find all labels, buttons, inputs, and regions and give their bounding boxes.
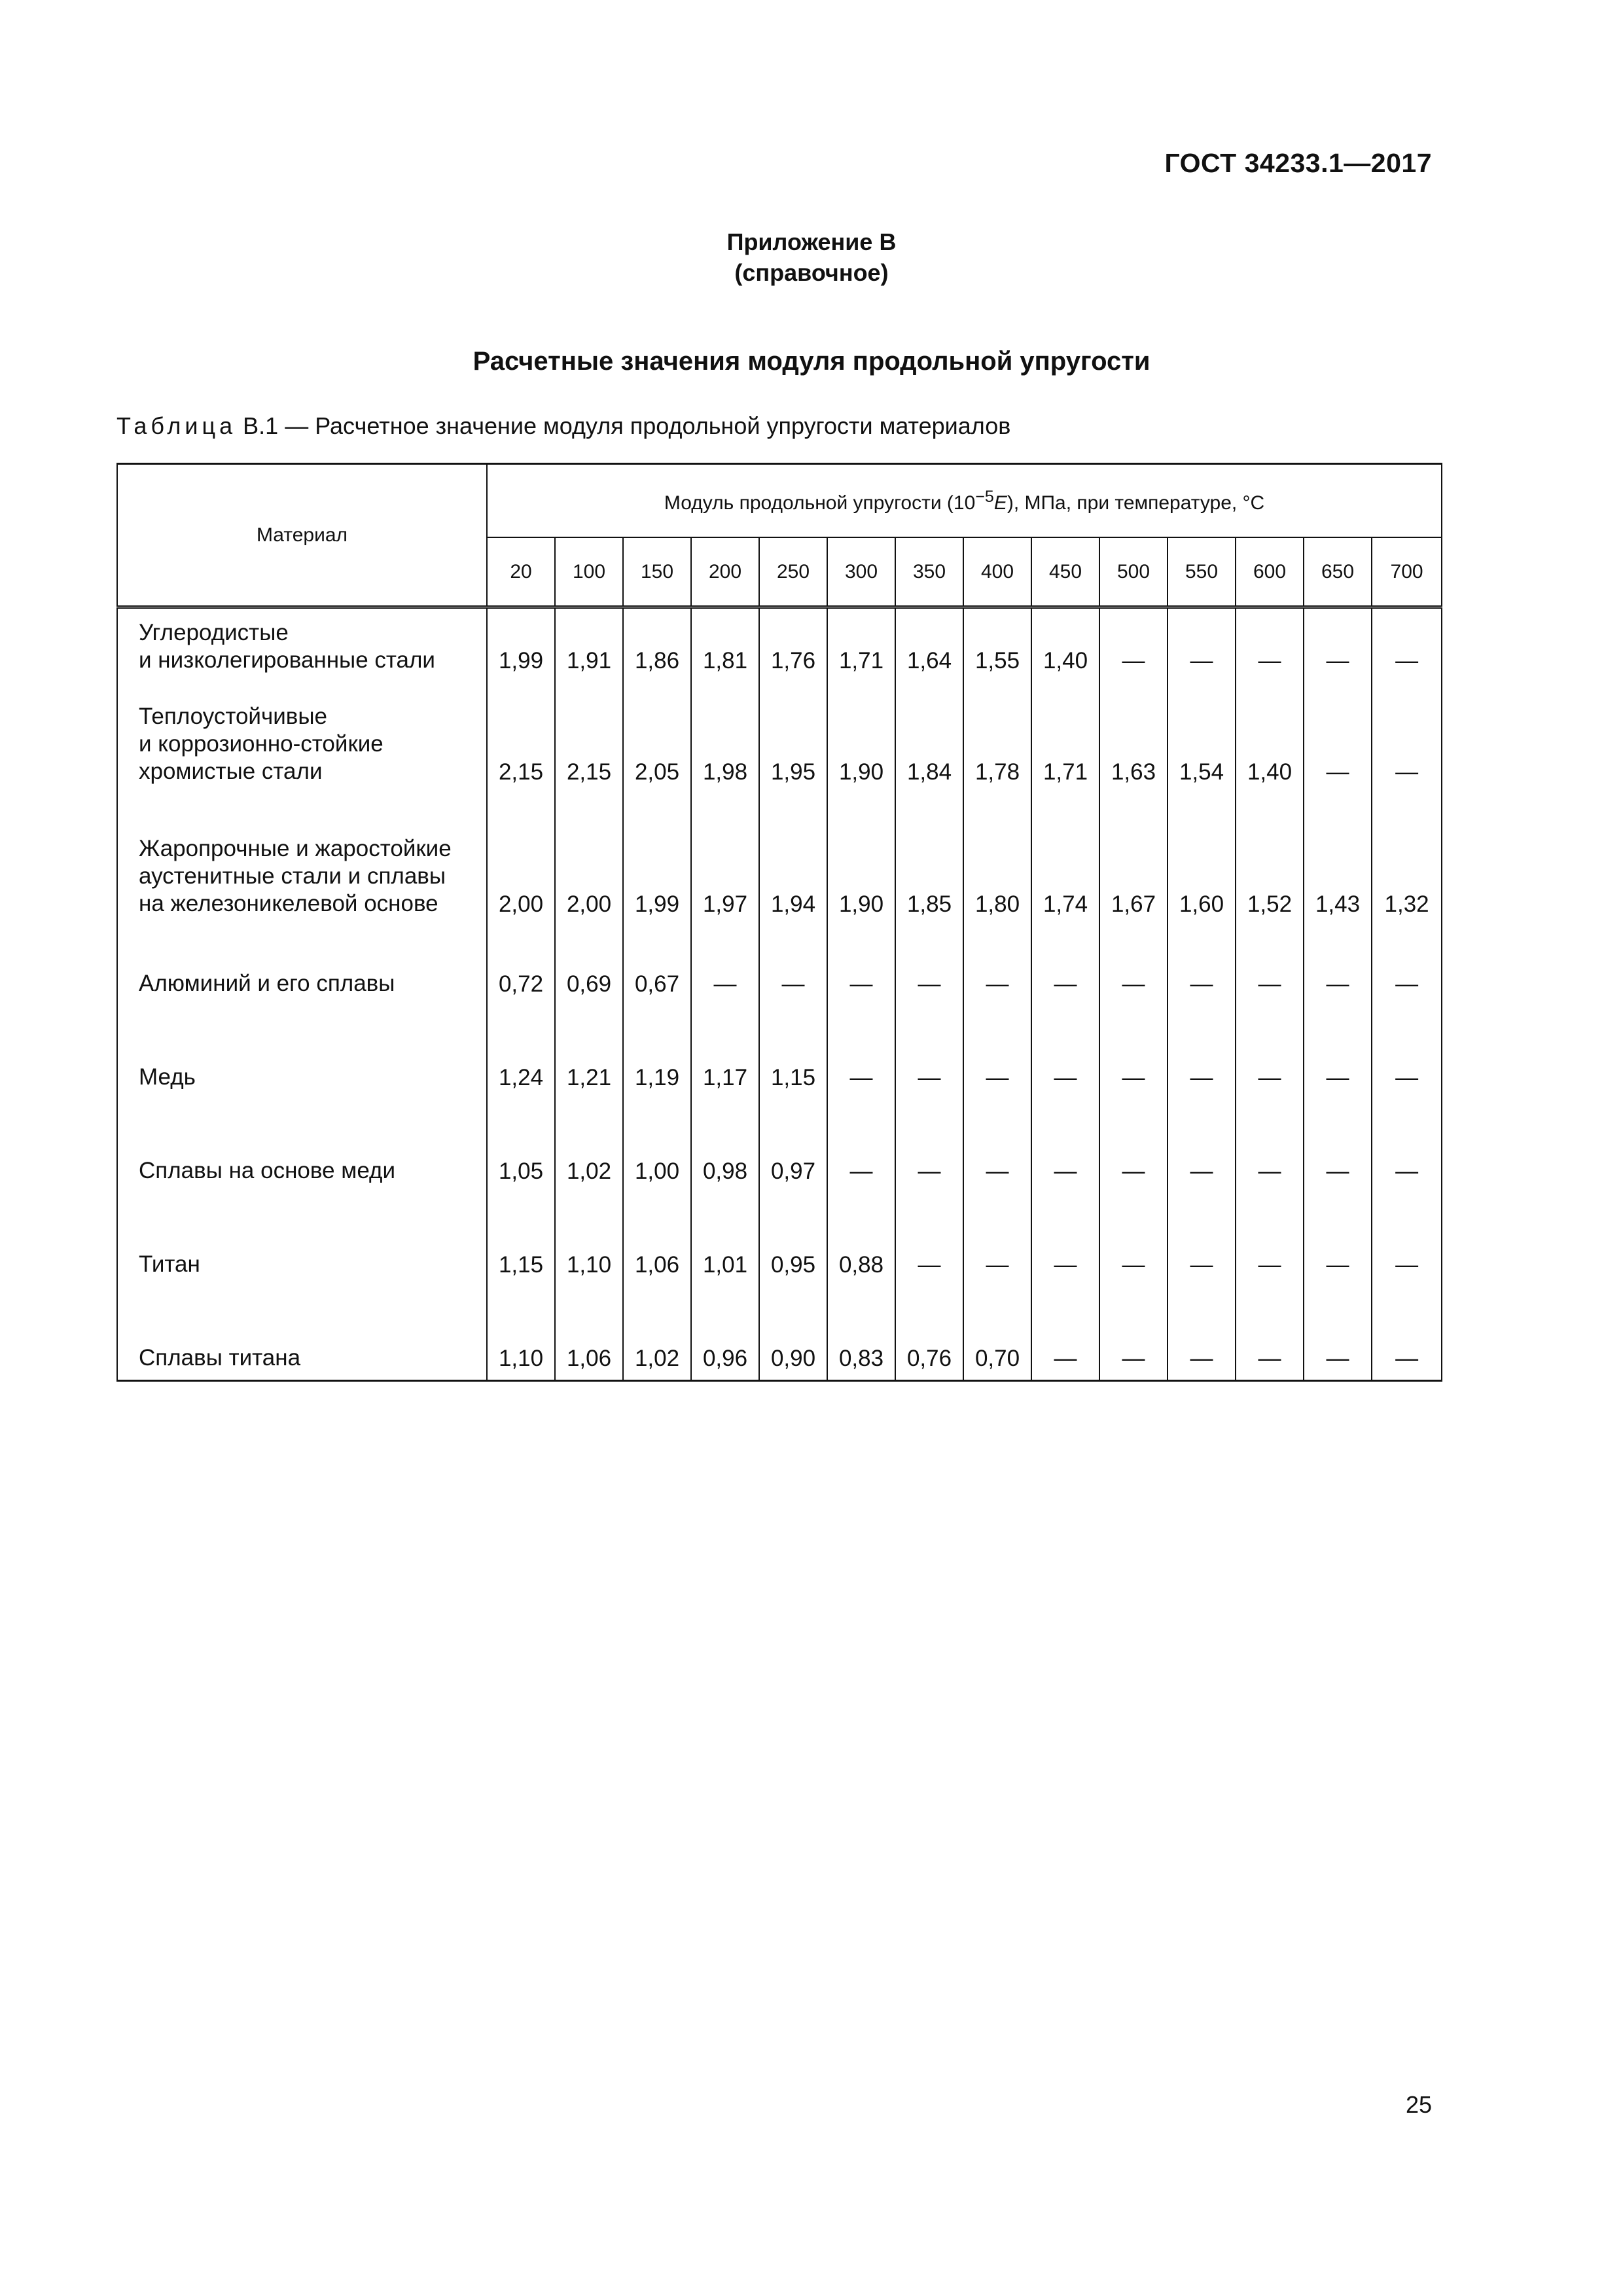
modulus-value-cell: — — [1168, 1005, 1236, 1099]
modulus-value-cell: 1,54 — [1168, 682, 1236, 793]
temperature-header-cell: 600 — [1236, 537, 1304, 607]
modulus-value-cell: 0,88 — [827, 1193, 895, 1286]
modulus-value-cell: 1,80 — [963, 793, 1031, 925]
modulus-value-cell: — — [1304, 925, 1372, 1005]
modulus-value-cell: — — [1236, 1005, 1304, 1099]
modulus-header-exponent: −5 — [975, 487, 994, 506]
material-name-line: Алюминий и его сплавы — [139, 971, 395, 996]
appendix-subtitle: (справочное) — [734, 259, 889, 286]
modulus-value-cell: — — [1031, 1099, 1099, 1193]
modulus-value-cell: 1,60 — [1168, 793, 1236, 925]
modulus-value-cell: — — [1372, 1099, 1442, 1193]
table-row — [117, 925, 1442, 1005]
temperature-header-cell: 400 — [963, 537, 1031, 607]
material-name-line: Жаропрочные и жаростойкие — [139, 836, 452, 861]
modulus-value-cell: 1,32 — [1372, 793, 1442, 925]
modulus-value-cell: 1,06 — [623, 1193, 691, 1286]
modulus-value-cell: 0,98 — [691, 1099, 759, 1193]
modulus-value-cell: 1,97 — [691, 793, 759, 925]
material-name-line: и коррозионно-стойкие — [139, 731, 383, 757]
modulus-value-cell: — — [895, 1005, 963, 1099]
modulus-value-cell: 1,85 — [895, 793, 963, 925]
modulus-value-cell: — — [895, 1099, 963, 1193]
material-cell — [117, 682, 487, 793]
modulus-value-cell: 1,10 — [487, 1286, 555, 1381]
modulus-value-cell: — — [1099, 1099, 1168, 1193]
modulus-value-cell: 0,69 — [555, 925, 623, 1005]
modulus-value-cell: 1,63 — [1099, 682, 1168, 793]
table-row — [117, 682, 1442, 793]
column-header-modulus — [487, 464, 1442, 538]
modulus-value-cell: — — [827, 925, 895, 1005]
modulus-value-cell: 0,72 — [487, 925, 555, 1005]
appendix-heading — [0, 226, 1623, 288]
modulus-header-before: Модуль продольной упругости (10 — [664, 492, 976, 514]
document-standard-number: ГОСТ 34233.1—2017 — [1164, 148, 1432, 178]
modulus-value-cell: — — [1168, 1193, 1236, 1286]
modulus-value-cell: — — [1236, 1193, 1304, 1286]
material-name-line: хромистые стали — [139, 759, 323, 784]
modulus-value-cell: 1,90 — [827, 682, 895, 793]
table-caption-text: В.1 — Расчетное значение модуля продольной упругости материалов — [236, 412, 1011, 439]
modulus-value-cell: — — [1236, 925, 1304, 1005]
modulus-value-cell: 1,10 — [555, 1193, 623, 1286]
modulus-value-cell: 2,15 — [555, 682, 623, 793]
modulus-value-cell: — — [963, 925, 1031, 1005]
modulus-value-cell: — — [1236, 1286, 1304, 1381]
temperature-header-cell: 550 — [1168, 537, 1236, 607]
modulus-value-cell: — — [1372, 1193, 1442, 1286]
modulus-value-cell: — — [1304, 682, 1372, 793]
modulus-value-cell: 1,99 — [487, 607, 555, 683]
modulus-value-cell: 1,64 — [895, 607, 963, 683]
modulus-value-cell: — — [1031, 1286, 1099, 1381]
modulus-value-cell: 1,40 — [1236, 682, 1304, 793]
modulus-value-cell: 1,40 — [1031, 607, 1099, 683]
temperature-header-cell: 100 — [555, 537, 623, 607]
material-cell — [117, 1099, 487, 1193]
table-row — [117, 1005, 1442, 1099]
section-title: Расчетные значения модуля продольной упругости — [473, 347, 1150, 376]
material-name-line: Углеродистые — [139, 620, 289, 645]
modulus-value-cell: — — [1236, 1099, 1304, 1193]
modulus-value-cell: 2,00 — [487, 793, 555, 925]
modulus-value-cell: — — [1031, 1193, 1099, 1286]
modulus-value-cell: — — [1304, 1286, 1372, 1381]
modulus-value-cell: — — [1372, 607, 1442, 683]
material-name-line: Медь — [139, 1064, 196, 1090]
appendix-title: Приложение В — [726, 228, 897, 255]
modulus-value-cell: — — [1372, 1005, 1442, 1099]
modulus-value-cell: 1,71 — [1031, 682, 1099, 793]
material-cell — [117, 1286, 487, 1381]
modulus-value-cell: 1,91 — [555, 607, 623, 683]
modulus-value-cell: 1,43 — [1304, 793, 1372, 925]
material-cell — [117, 793, 487, 925]
modulus-value-cell: — — [963, 1005, 1031, 1099]
table-row — [117, 793, 1442, 925]
material-name-line: и низколегированные стали — [139, 647, 435, 673]
modulus-value-cell: — — [1031, 925, 1099, 1005]
modulus-value-cell: — — [1168, 1286, 1236, 1381]
modulus-value-cell: 1,05 — [487, 1099, 555, 1193]
modulus-value-cell: 0,83 — [827, 1286, 895, 1381]
modulus-value-cell: — — [1304, 607, 1372, 683]
modulus-value-cell: 1,55 — [963, 607, 1031, 683]
modulus-value-cell: 1,06 — [555, 1286, 623, 1381]
modulus-value-cell: 0,97 — [759, 1099, 827, 1193]
table-row — [117, 607, 1442, 683]
modulus-value-cell: 0,90 — [759, 1286, 827, 1381]
modulus-value-cell: 1,78 — [963, 682, 1031, 793]
modulus-value-cell: 1,86 — [623, 607, 691, 683]
temperature-header-cell: 150 — [623, 537, 691, 607]
modulus-value-cell: — — [1304, 1193, 1372, 1286]
modulus-value-cell: — — [1099, 1193, 1168, 1286]
modulus-value-cell: — — [1304, 1099, 1372, 1193]
modulus-value-cell: 2,00 — [555, 793, 623, 925]
modulus-header-symbol: E — [993, 492, 1007, 514]
modulus-value-cell: — — [1304, 1005, 1372, 1099]
table-row — [117, 1286, 1442, 1381]
temperature-header-cell: 450 — [1031, 537, 1099, 607]
material-cell — [117, 1005, 487, 1099]
modulus-value-cell: 1,95 — [759, 682, 827, 793]
modulus-value-cell: 1,00 — [623, 1099, 691, 1193]
modulus-value-cell: — — [1168, 607, 1236, 683]
modulus-value-cell: 0,96 — [691, 1286, 759, 1381]
modulus-value-cell: 2,15 — [487, 682, 555, 793]
modulus-value-cell: 1,15 — [759, 1005, 827, 1099]
modulus-value-cell: — — [1372, 682, 1442, 793]
modulus-value-cell: 0,76 — [895, 1286, 963, 1381]
material-name-line: на железоникелевой основе — [139, 891, 438, 916]
material-name-line: аустенитные стали и сплавы — [139, 863, 446, 889]
modulus-value-cell: — — [827, 1005, 895, 1099]
table-row — [117, 1193, 1442, 1286]
modulus-value-cell: — — [1099, 1005, 1168, 1099]
material-name-line: Сплавы титана — [139, 1345, 301, 1371]
modulus-value-cell: — — [759, 925, 827, 1005]
temperature-header-cell: 500 — [1099, 537, 1168, 607]
modulus-value-cell: 1,02 — [623, 1286, 691, 1381]
modulus-value-cell: 1,98 — [691, 682, 759, 793]
material-name-line: Сплавы на основе меди — [139, 1158, 395, 1183]
table-caption — [116, 412, 1010, 440]
material-cell — [117, 1193, 487, 1286]
modulus-value-cell: 0,95 — [759, 1193, 827, 1286]
modulus-value-cell: 1,02 — [555, 1099, 623, 1193]
table-body — [117, 607, 1442, 1381]
temperature-header-cell: 200 — [691, 537, 759, 607]
modulus-value-cell: 1,21 — [555, 1005, 623, 1099]
modulus-value-cell: 1,94 — [759, 793, 827, 925]
modulus-value-cell: — — [895, 1193, 963, 1286]
temperature-header-cell: 350 — [895, 537, 963, 607]
material-name-line: Теплоустойчивые — [139, 704, 327, 729]
modulus-value-cell: — — [827, 1099, 895, 1193]
modulus-value-cell: 1,99 — [623, 793, 691, 925]
modulus-value-cell: — — [1168, 1099, 1236, 1193]
modulus-value-cell: — — [963, 1099, 1031, 1193]
modulus-value-cell: — — [1031, 1005, 1099, 1099]
modulus-header-after: ), МПа, при температуре, °С — [1007, 492, 1265, 514]
modulus-value-cell: — — [1168, 925, 1236, 1005]
modulus-value-cell: 1,67 — [1099, 793, 1168, 925]
modulus-value-cell: 2,05 — [623, 682, 691, 793]
modulus-value-cell: 1,01 — [691, 1193, 759, 1286]
modulus-value-cell: — — [1099, 925, 1168, 1005]
temperature-header-cell: 20 — [487, 537, 555, 607]
modulus-value-cell: 1,19 — [623, 1005, 691, 1099]
modulus-value-cell: — — [1236, 607, 1304, 683]
table-row — [117, 1099, 1442, 1193]
modulus-value-cell: 0,70 — [963, 1286, 1031, 1381]
modulus-value-cell: — — [963, 1193, 1031, 1286]
modulus-value-cell: 1,74 — [1031, 793, 1099, 925]
modulus-value-cell: 1,84 — [895, 682, 963, 793]
modulus-value-cell: — — [895, 925, 963, 1005]
modulus-value-cell: 0,67 — [623, 925, 691, 1005]
modulus-value-cell: 1,76 — [759, 607, 827, 683]
temperature-header-cell: 250 — [759, 537, 827, 607]
modulus-value-cell: — — [1372, 925, 1442, 1005]
elasticity-modulus-table — [116, 463, 1442, 1382]
modulus-value-cell: 1,90 — [827, 793, 895, 925]
modulus-value-cell: — — [1099, 1286, 1168, 1381]
modulus-value-cell: 1,24 — [487, 1005, 555, 1099]
material-cell — [117, 925, 487, 1005]
table-caption-prefix: Таблица — [116, 412, 237, 439]
column-header-material: Материал — [117, 464, 487, 607]
modulus-value-cell: — — [1099, 607, 1168, 683]
temperature-header-cell: 700 — [1372, 537, 1442, 607]
modulus-value-cell: 1,81 — [691, 607, 759, 683]
temperature-header-cell: 650 — [1304, 537, 1372, 607]
modulus-value-cell: — — [691, 925, 759, 1005]
modulus-value-cell: 1,71 — [827, 607, 895, 683]
material-name-line: Титан — [139, 1251, 200, 1277]
material-cell — [117, 607, 487, 683]
modulus-value-cell: — — [1372, 1286, 1442, 1381]
page-number: 25 — [1405, 2091, 1432, 2118]
modulus-value-cell: 1,15 — [487, 1193, 555, 1286]
modulus-value-cell: 1,17 — [691, 1005, 759, 1099]
temperature-header-cell: 300 — [827, 537, 895, 607]
modulus-value-cell: 1,52 — [1236, 793, 1304, 925]
